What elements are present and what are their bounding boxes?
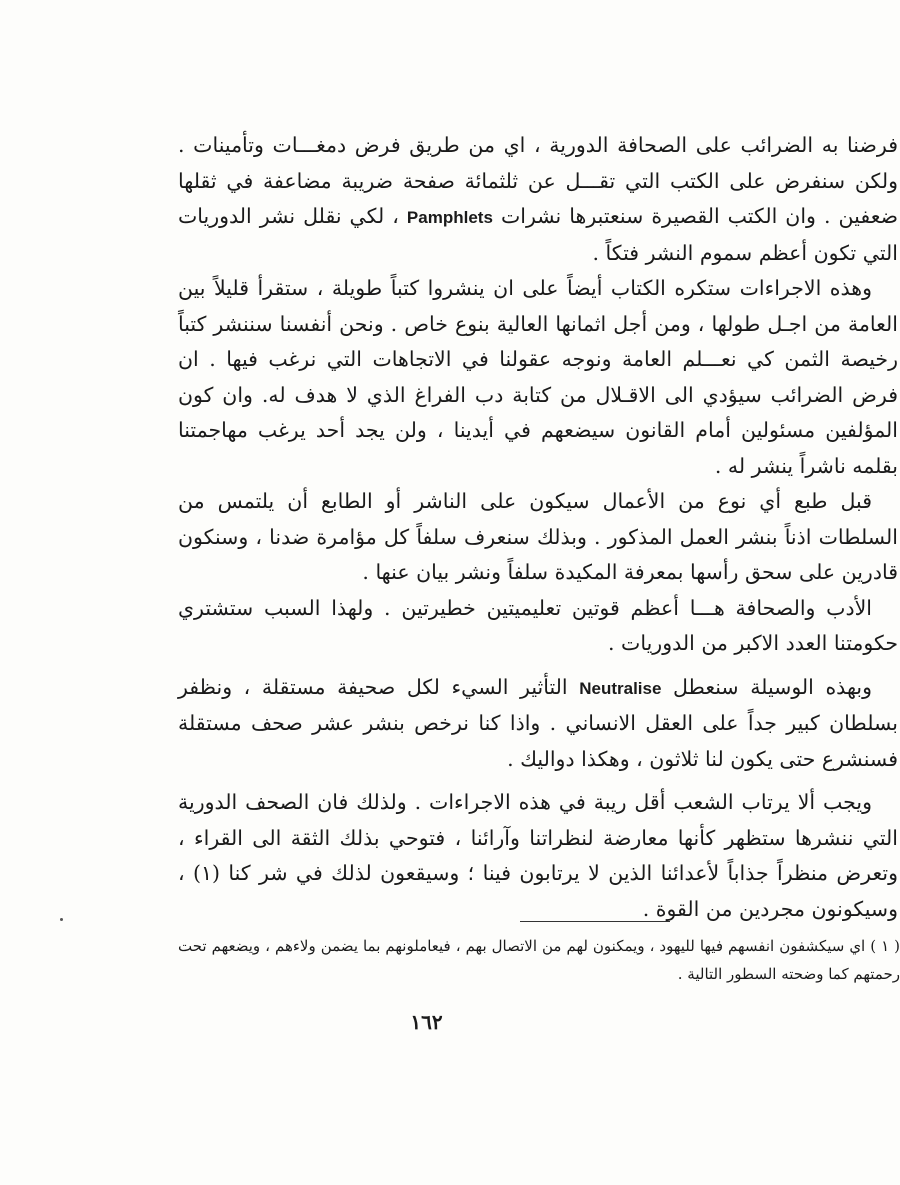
latin-term-neutralise: Neutralise: [579, 678, 662, 698]
paragraph-2: وهذه الاجراءات ستكره الكتاب أيضاً على ان ينشروا كتباً طويلة ، ستقرأ قليلاً بين العامة من اجـل طولها ، ومن أجل اثمانها العالية بنوع خاص . ونحن أنفسنا سننشر كتباً رخيصة الثمن كي نعـــلم العامة ونوجه عقولنا في الاتجاهات التي نرغب فيها . ان فرض الضرائب سيؤدي الى الاقـلال من كتابة دب الفراغ الذي لا هدف له. وان كون المؤلفين مسئولين أمام القانون سيضعهم في أيدينا ، ولن يجد أحد يرغب مهاجمتنا بقلمه ناشراً ينشر له .: [178, 276, 898, 478]
paragraph-3: قبل طبع أي نوع من الأعمال سيكون على الناشر أو الطابع أن يلتمس من السلطات اذناً بنشر العمل المذكور . وبذلك سنعرف سلفاً كل مؤامرة ضدنا ، وسنكون قادرين على سحق رأسها بمعرفة المكيدة سلفاً ونشر بيان عنها .: [178, 489, 898, 584]
paragraph-5-text-a: وبهذه الوسيلة سنعطل: [673, 674, 872, 699]
page-number: ١٦٢: [410, 1010, 443, 1034]
latin-term-pamphlets: Pamphlets: [406, 208, 493, 227]
paragraph-1-text-a: فرضنا به الضرائب على الصحافة الدورية ، اي من طريق فرض دمغـــات وتأمينات . ولكن سنفرض على الكتب التي تقـــل عن ثلثمائة صفحة ضريبة مضاعفة في ثقلها ضعفين . وان الكتب القصيرة سنعتبرها نشرات: [178, 133, 898, 228]
footnote-divider: [520, 921, 670, 922]
footnote-text: ( ١ ) اي سيكشفون انفسهم فيها لليهود ، ويمكنون لهم من الاتصال بهم ، فيعاملونهم بما يضمن ولاءهم ، ويضعهم تحت رحمتهم كما وضحته السطور التالية .: [178, 937, 900, 983]
body-text: [178, 128, 898, 927]
paragraph-4: الأدب والصحافة هـــا أعظم قوتين تعليميتين خطيرتين . ولهذا السبب ستشتري حكومتنا العدد الاكبر من الدوريات .: [178, 595, 898, 655]
footnote: [178, 932, 900, 988]
paragraph-1-text-b: ، لكي نقلل نشر الدوريات التي تكون أعظم سموم النشر فتكاً .: [178, 204, 898, 265]
paragraph-6: ويجب ألا يرتاب الشعب أقل ريبة في هذه الاجراءات . ولذلك فان الصحف الدورية التي ننشرها ستظهر كأنها معارضة لنظراتنا وآرائنا ، فتوحي بذلك الثقة الى القراء ، وتعرض منظراً جذاباً لأعدائنا الذين لا يرتابون فينا ؛ وسيقعون لذلك في شر كنا (١) ، وسيكونون مجردين من القوة .: [178, 790, 898, 921]
paragraph-5-text-b: التأثير السيء لكل صحيفة مستقلة ، ونظفر بسلطان كبير جداً على العقل الانساني . واذا كنا نرخص بنشر عشر صحف مستقلة فسنشرع حتى يكون لنا ثلاثون ، وهكذا دواليك .: [178, 674, 898, 771]
scan-speck: [60, 918, 63, 921]
paragraph-1: [178, 128, 898, 271]
paragraph-5: [178, 670, 898, 778]
